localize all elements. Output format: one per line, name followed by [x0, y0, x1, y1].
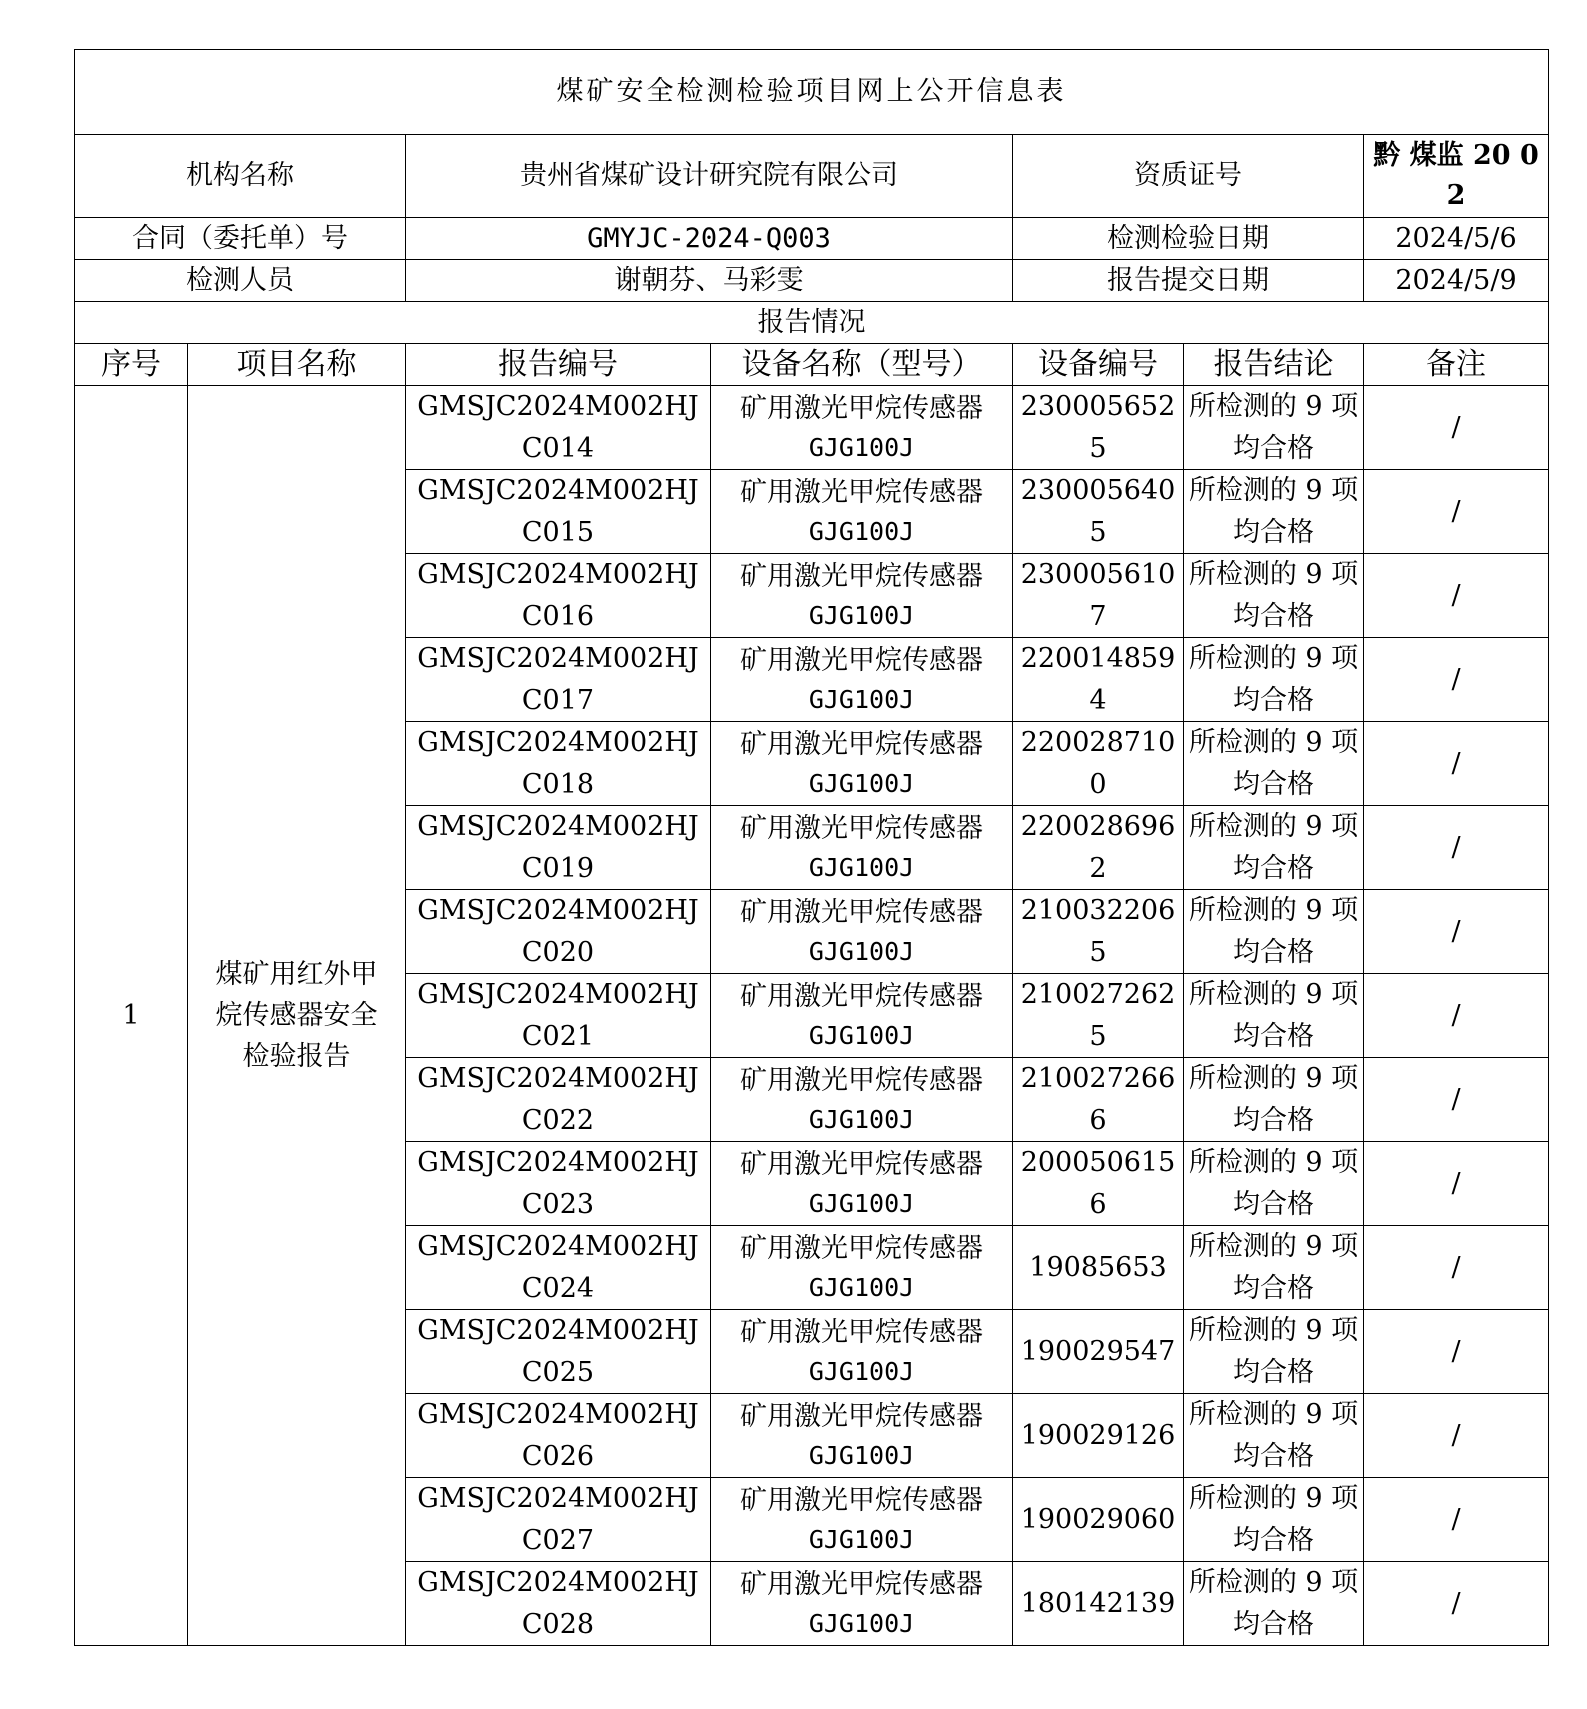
report-number-cell: GMSJC2024M002HJC020 — [406, 890, 711, 974]
conclusion-cell: 所检测的 9 项均合格 — [1184, 806, 1364, 890]
conclusion-cell: 所检测的 9 项均合格 — [1184, 974, 1364, 1058]
remark-cell: / — [1364, 638, 1549, 722]
device-number-cell: 2200287100 — [1013, 722, 1184, 806]
device-name-cell — [711, 1394, 1013, 1478]
report-number-cell: GMSJC2024M002HJC024 — [406, 1226, 711, 1310]
report-number-cell: GMSJC2024M002HJC019 — [406, 806, 711, 890]
info-table — [74, 49, 1549, 1646]
device-name-cell — [711, 1142, 1013, 1226]
org-label: 机构名称 — [75, 135, 406, 218]
device-name-cell — [711, 974, 1013, 1058]
col-header-project: 项目名称 — [188, 344, 406, 386]
org-value: 贵州省煤矿设计研究院有限公司 — [406, 135, 1013, 218]
col-header-remark: 备注 — [1364, 344, 1549, 386]
group-index: 1 — [75, 386, 188, 1646]
submit-date-label: 报告提交日期 — [1013, 260, 1364, 302]
remark-cell: / — [1364, 722, 1549, 806]
device-model: GJG100J — [808, 1609, 915, 1639]
conclusion-cell: 所检测的 9 项均合格 — [1184, 1478, 1364, 1562]
device-name-cell — [711, 890, 1013, 974]
device-number-cell: 2200148594 — [1013, 638, 1184, 722]
device-number-cell: 2000506156 — [1013, 1142, 1184, 1226]
remark-cell: / — [1364, 554, 1549, 638]
device-number-cell: 180142139 — [1013, 1562, 1184, 1646]
remark-cell: / — [1364, 1142, 1549, 1226]
page-title: 煤矿安全检测检验项目网上公开信息表 — [75, 50, 1549, 135]
device-model: GJG100J — [808, 517, 915, 547]
qual-label: 资质证号 — [1013, 135, 1364, 218]
report-section-heading: 报告情况 — [75, 302, 1549, 344]
device-number-cell: 190029547 — [1013, 1310, 1184, 1394]
remark-cell: / — [1364, 890, 1549, 974]
device-name: 矿用激光甲烷传感器 — [740, 392, 983, 424]
report-number-cell: GMSJC2024M002HJC018 — [406, 722, 711, 806]
report-number-cell: GMSJC2024M002HJC028 — [406, 1562, 711, 1646]
contract-value: GMYJC-2024-Q003 — [406, 218, 1013, 260]
device-name-cell — [711, 1562, 1013, 1646]
report-number-cell: GMSJC2024M002HJC021 — [406, 974, 711, 1058]
device-name-cell — [711, 1226, 1013, 1310]
device-name: 矿用激光甲烷传感器 — [740, 476, 983, 508]
col-header-conclusion: 报告结论 — [1184, 344, 1364, 386]
device-model: GJG100J — [808, 1357, 915, 1387]
device-model: GJG100J — [808, 1441, 915, 1471]
device-name: 矿用激光甲烷传感器 — [740, 1148, 983, 1180]
device-model: GJG100J — [808, 1525, 915, 1555]
inspector-label: 检测人员 — [75, 260, 406, 302]
device-number-cell: 2100322065 — [1013, 890, 1184, 974]
device-number-cell: 190029126 — [1013, 1394, 1184, 1478]
test-date-label: 检测检验日期 — [1013, 218, 1364, 260]
conclusion-cell: 所检测的 9 项均合格 — [1184, 470, 1364, 554]
report-number-cell: GMSJC2024M002HJC026 — [406, 1394, 711, 1478]
device-name: 矿用激光甲烷传感器 — [740, 1484, 983, 1516]
remark-cell: / — [1364, 1562, 1549, 1646]
contract-label: 合同（委托单）号 — [75, 218, 406, 260]
remark-cell: / — [1364, 1394, 1549, 1478]
device-name: 矿用激光甲烷传感器 — [740, 1064, 983, 1096]
device-number-cell: 19085653 — [1013, 1226, 1184, 1310]
conclusion-cell: 所检测的 9 项均合格 — [1184, 1562, 1364, 1646]
device-number-cell: 2200286962 — [1013, 806, 1184, 890]
submit-date-value: 2024/5/9 — [1364, 260, 1549, 302]
device-name: 矿用激光甲烷传感器 — [740, 728, 983, 760]
device-name: 矿用激光甲烷传感器 — [740, 896, 983, 928]
report-number-cell: GMSJC2024M002HJC027 — [406, 1478, 711, 1562]
remark-cell: / — [1364, 386, 1549, 470]
col-header-device-name: 设备名称（型号） — [711, 344, 1013, 386]
device-name: 矿用激光甲烷传感器 — [740, 980, 983, 1012]
table-body — [75, 50, 1549, 1646]
device-name-cell — [711, 1310, 1013, 1394]
device-number-cell: 2300056107 — [1013, 554, 1184, 638]
device-name: 矿用激光甲烷传感器 — [740, 1316, 983, 1348]
device-name: 矿用激光甲烷传感器 — [740, 644, 983, 676]
device-number-cell: 2300056525 — [1013, 386, 1184, 470]
device-number-cell: 2100272666 — [1013, 1058, 1184, 1142]
device-model: GJG100J — [808, 1105, 915, 1135]
qual-value: 黔 煤监 20 02 — [1364, 135, 1549, 218]
remark-cell: / — [1364, 974, 1549, 1058]
conclusion-cell: 所检测的 9 项均合格 — [1184, 1310, 1364, 1394]
col-header-index: 序号 — [75, 344, 188, 386]
device-model: GJG100J — [808, 601, 915, 631]
conclusion-cell: 所检测的 9 项均合格 — [1184, 722, 1364, 806]
device-number-cell: 2100272625 — [1013, 974, 1184, 1058]
device-model: GJG100J — [808, 685, 915, 715]
group-project-name: 煤矿用红外甲烷传感器安全检验报告 — [188, 386, 406, 1646]
report-number-cell: GMSJC2024M002HJC023 — [406, 1142, 711, 1226]
device-name: 矿用激光甲烷传感器 — [740, 1400, 983, 1432]
device-number-cell: 190029060 — [1013, 1478, 1184, 1562]
device-model: GJG100J — [808, 433, 915, 463]
device-model: GJG100J — [808, 1189, 915, 1219]
column-header-row — [75, 344, 1549, 386]
device-model: GJG100J — [808, 853, 915, 883]
test-date-value: 2024/5/6 — [1364, 218, 1549, 260]
device-name-cell — [711, 806, 1013, 890]
report-number-cell: GMSJC2024M002HJC025 — [406, 1310, 711, 1394]
report-number-cell: GMSJC2024M002HJC022 — [406, 1058, 711, 1142]
device-name-cell — [711, 554, 1013, 638]
table-row — [75, 386, 1549, 470]
device-name: 矿用激光甲烷传感器 — [740, 560, 983, 592]
device-model: GJG100J — [808, 937, 915, 967]
conclusion-cell: 所检测的 9 项均合格 — [1184, 1142, 1364, 1226]
report-number-cell: GMSJC2024M002HJC015 — [406, 470, 711, 554]
device-name: 矿用激光甲烷传感器 — [740, 812, 983, 844]
conclusion-cell: 所检测的 9 项均合格 — [1184, 890, 1364, 974]
device-name-cell — [711, 638, 1013, 722]
conclusion-cell: 所检测的 9 项均合格 — [1184, 554, 1364, 638]
conclusion-cell: 所检测的 9 项均合格 — [1184, 1058, 1364, 1142]
col-header-device-no: 设备编号 — [1013, 344, 1184, 386]
inspector-value: 谢朝芬、马彩雯 — [406, 260, 1013, 302]
report-number-cell: GMSJC2024M002HJC017 — [406, 638, 711, 722]
remark-cell: / — [1364, 1058, 1549, 1142]
device-name-cell — [711, 1478, 1013, 1562]
col-header-report-no: 报告编号 — [406, 344, 711, 386]
device-model: GJG100J — [808, 1021, 915, 1051]
remark-cell: / — [1364, 1310, 1549, 1394]
device-model: GJG100J — [808, 1273, 915, 1303]
remark-cell: / — [1364, 470, 1549, 554]
device-name: 矿用激光甲烷传感器 — [740, 1568, 983, 1600]
conclusion-cell: 所检测的 9 项均合格 — [1184, 386, 1364, 470]
device-model: GJG100J — [808, 769, 915, 799]
device-name-cell — [711, 386, 1013, 470]
remark-cell: / — [1364, 1226, 1549, 1310]
report-number-cell: GMSJC2024M002HJC014 — [406, 386, 711, 470]
device-name-cell — [711, 470, 1013, 554]
conclusion-cell: 所检测的 9 项均合格 — [1184, 638, 1364, 722]
device-name: 矿用激光甲烷传感器 — [740, 1232, 983, 1264]
conclusion-cell: 所检测的 9 项均合格 — [1184, 1226, 1364, 1310]
remark-cell: / — [1364, 806, 1549, 890]
device-name-cell — [711, 1058, 1013, 1142]
device-name-cell — [711, 722, 1013, 806]
remark-cell: / — [1364, 1478, 1549, 1562]
report-number-cell: GMSJC2024M002HJC016 — [406, 554, 711, 638]
conclusion-cell: 所检测的 9 项均合格 — [1184, 1394, 1364, 1478]
device-number-cell: 2300056405 — [1013, 470, 1184, 554]
